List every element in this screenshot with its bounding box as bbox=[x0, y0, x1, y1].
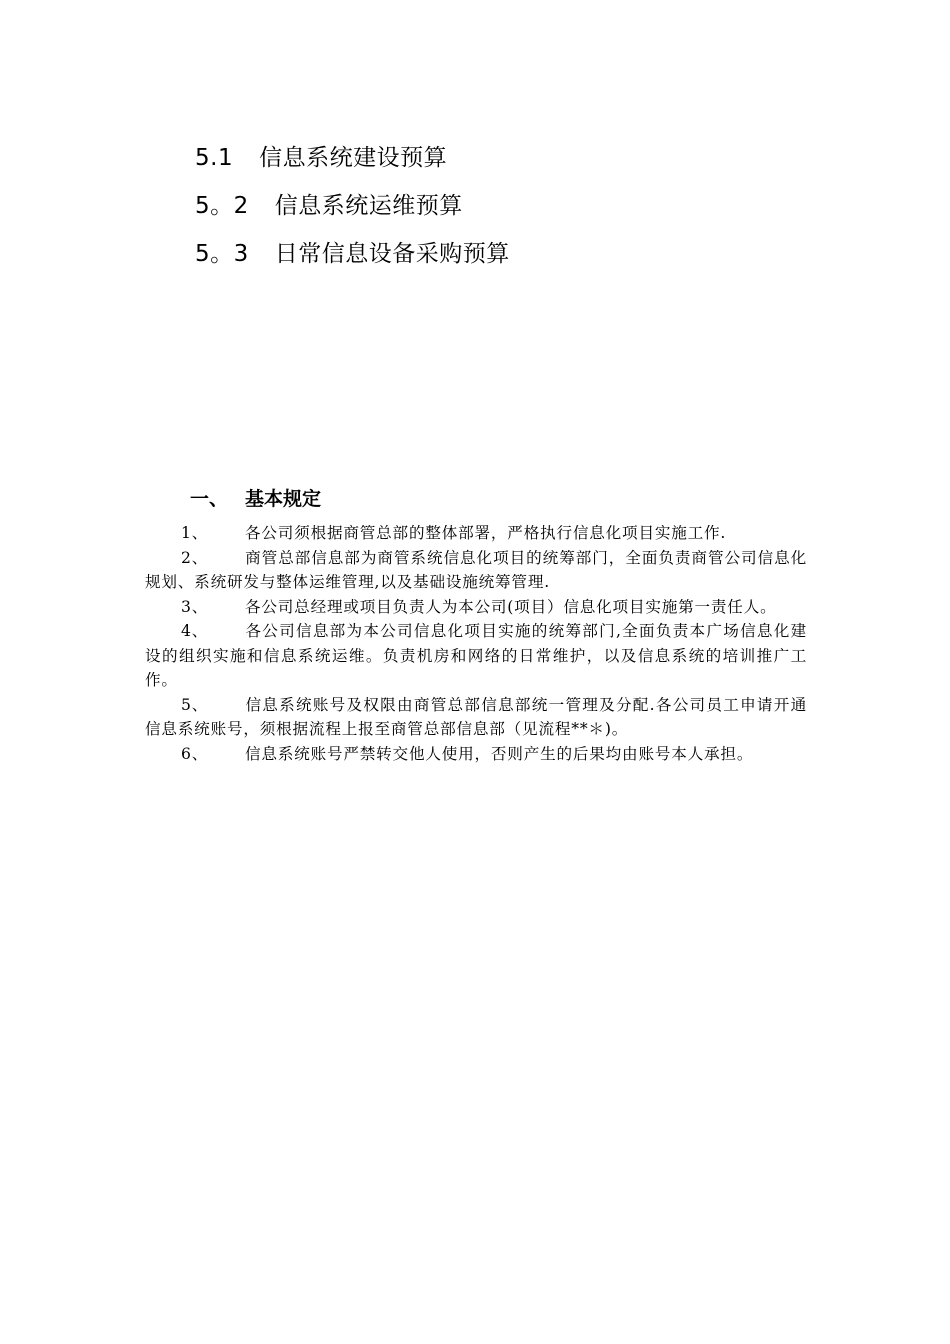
rule-item bbox=[145, 619, 807, 693]
rule-number: 1、 bbox=[181, 524, 209, 542]
rule-number: 3、 bbox=[181, 597, 209, 616]
rule-text: 各公司总经理或项目负责人为本公司(项目）信息化项目实施第一责任人。 bbox=[245, 597, 777, 616]
toc-title: 信息系统建设预算 bbox=[259, 145, 448, 171]
rule-item bbox=[145, 521, 807, 546]
toc-title: 信息系统运维预算 bbox=[274, 193, 463, 219]
rule-item bbox=[145, 742, 807, 767]
rule-number: 6、 bbox=[181, 744, 209, 763]
section-heading bbox=[190, 484, 321, 514]
toc-item-5-3 bbox=[195, 230, 795, 278]
rule-item bbox=[145, 693, 807, 742]
rule-text: 商管总部信息部为商管系统信息化项目的统筹部门，全面负责商管公司信息化规划、系统研发与整体运维管理,以及基础设施统筹管理. bbox=[145, 548, 807, 591]
rule-text: 信息系统账号及权限由商管总部信息部统一管理及分配.各公司员工申请开通信息系统账号，须根据流程上报至商管总部信息部（见流程**＊)。 bbox=[145, 695, 807, 738]
section-title: 基本规定 bbox=[245, 488, 322, 510]
toc-number: 5.1 bbox=[195, 145, 234, 171]
budget-toc bbox=[195, 134, 795, 278]
rule-text: 各公司信息部为本公司信息化项目实施的统筹部门,全面负责本广场信息化建设的组织实施和信息系统运维。负责机房和网络的日常维护，以及信息系统的培训推广工作。 bbox=[145, 622, 807, 689]
toc-item-5-1 bbox=[195, 134, 795, 182]
rules-list bbox=[145, 521, 807, 766]
toc-title: 日常信息设备采购预算 bbox=[274, 241, 510, 267]
toc-item-5-2 bbox=[195, 182, 795, 230]
rule-number: 2、 bbox=[181, 548, 209, 567]
rule-item bbox=[145, 595, 807, 620]
rule-text: 信息系统账号严禁转交他人使用，否则产生的后果均由账号本人承担。 bbox=[245, 744, 754, 763]
rule-number: 4、 bbox=[181, 622, 209, 640]
rule-text: 各公司须根据商管总部的整体部署，严格执行信息化项目实施工作. bbox=[245, 524, 727, 542]
rule-number: 5、 bbox=[181, 695, 209, 714]
toc-number: 5。2 bbox=[195, 193, 249, 219]
rule-item bbox=[145, 546, 807, 595]
toc-number: 5。3 bbox=[195, 241, 249, 267]
section-number: 一、 bbox=[190, 488, 229, 510]
